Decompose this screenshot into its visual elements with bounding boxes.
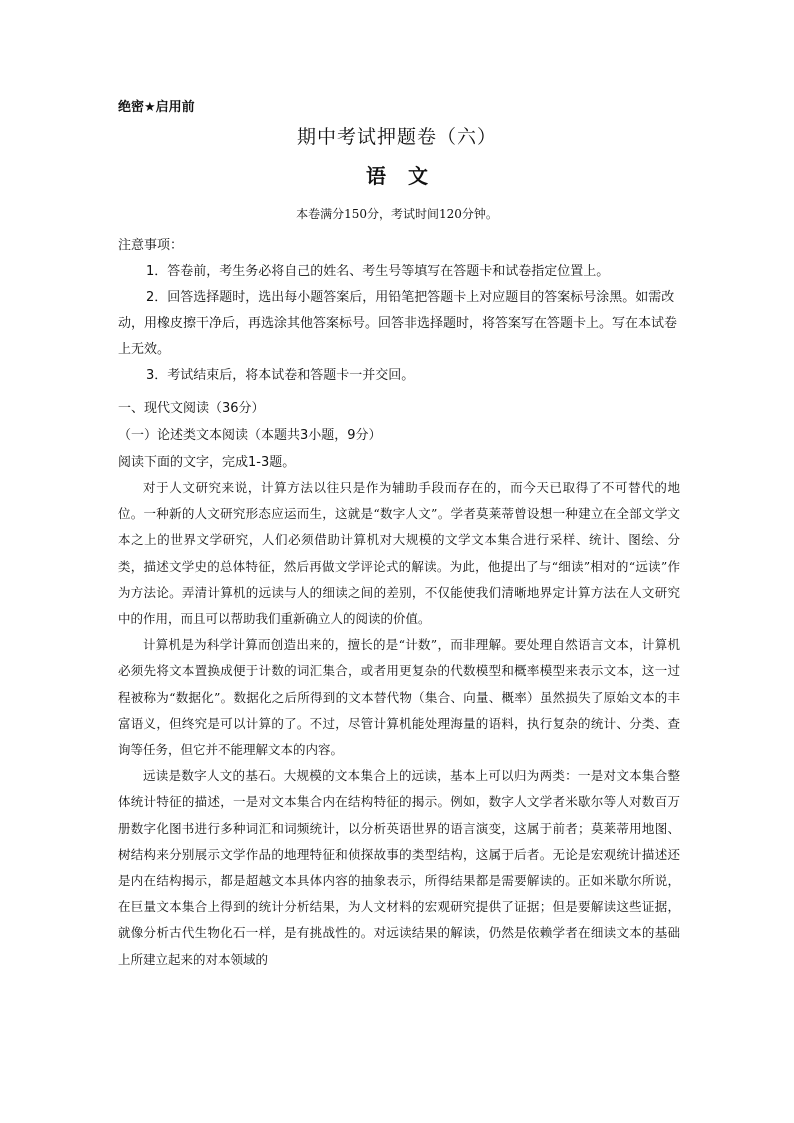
notice-item: 1．答卷前，考生务必将自己的姓名、考生号等填写在答题卡和试卷指定位置上。	[146, 264, 610, 279]
passage-paragraph: 远读是数字人文的基石。大规模的文本集合上的远读，基本上可以归为两类：一是对文本集合整体统计特征的描述，一是对文本集合内在结构特征的揭示。例如，数字人文学者米歇尔等人对数百万册数字化图书进行多种词汇和词频统计，以分析英语世界的语言演变，这属于前者；莫莱蒂用地图、树结构来分别展示文学作品的地理特征和侦探故事的类型结构，这属于后者。无论是宏观统计描述还是内在结构揭示，都是超越文本具体内容的抽象表示，所得结果都是需要解读的。正如米歇尔所说，在巨量文本集合上得到的统计分析结果，为人文材料的宏观研究提供了证据；但是要解读这些证据，就像分析古代生物化石一样，是有挑战性的。对远读结果的解读，仍然是依赖学者在细读文本的基础上所建立起来的对本领域的	[118, 768, 680, 967]
notice-item: 3．考试结束后，将本试卷和答题卡一并交回。	[146, 368, 415, 383]
subsection-heading: （一）论述类文本阅读（本题共3小题，9分）	[118, 428, 382, 443]
passage-paragraph: 对于人文研究来说，计算方法以往只是作为辅助手段而存在的，而今天已取得了不可替代的地位。一种新的人文研究形态应运而生，这就是“数字人文”。学者莫莱蒂曾设想一种建立在全部文学文本之上的世界文学研究，人们必须借助计算机对大规模的文学文本集合进行采样、统计、图绘、分类，描述文学史的总体特征，然后再做文学评论式的解读。为此，他提出了与“细读”相对的“远读”作为方法论。弄清计算机的远读与人的细读之间的差别，不仅能使我们清晰地界定计算方法在人文研究中的作用，而且可以帮助我们重新确立人的阅读的价值。	[118, 480, 680, 627]
reading-instruction: 阅读下面的文字，完成1-3题。	[118, 455, 296, 470]
exam-info: 本卷满分150分，考试时间120分钟。	[296, 207, 498, 221]
notice-heading: 注意事项：	[118, 238, 184, 253]
subject-title: 语文	[366, 164, 450, 188]
exam-title: 期中考试押题卷（六）	[296, 126, 497, 148]
notice-list	[118, 259, 678, 389]
confidential-label: 绝密★启用前	[118, 100, 195, 115]
passage-paragraph: 计算机是为科学计算而创造出来的，擅长的是“计数”，而非理解。要处理自然语言文本，计算机必须先将文本置换成便于计数的词汇集合，或者用更复杂的代数模型和概率模型来表示文本，这一过程被称为“数据化”。数据化之后所得到的文本替代物（集合、向量、概率）虽然损失了原始文本的丰富语义，但终究是可以计算的了。不过，尽管计算机能处理海量的语料，执行复杂的统计、分类、查询等任务，但它并不能理解文本的内容。	[118, 637, 680, 758]
notice-item: 2．回答选择题时，选出每小题答案后，用铅笔把答题卡上对应题目的答案标号涂黑。如需改动，用橡皮擦干净后，再选涂其他答案标号。回答非选择题时，将答案写在答题卡上。写在本试卷上无效。	[118, 290, 678, 357]
reading-passage	[118, 475, 680, 973]
section-heading: 一、现代文阅读（36分）	[118, 401, 265, 416]
